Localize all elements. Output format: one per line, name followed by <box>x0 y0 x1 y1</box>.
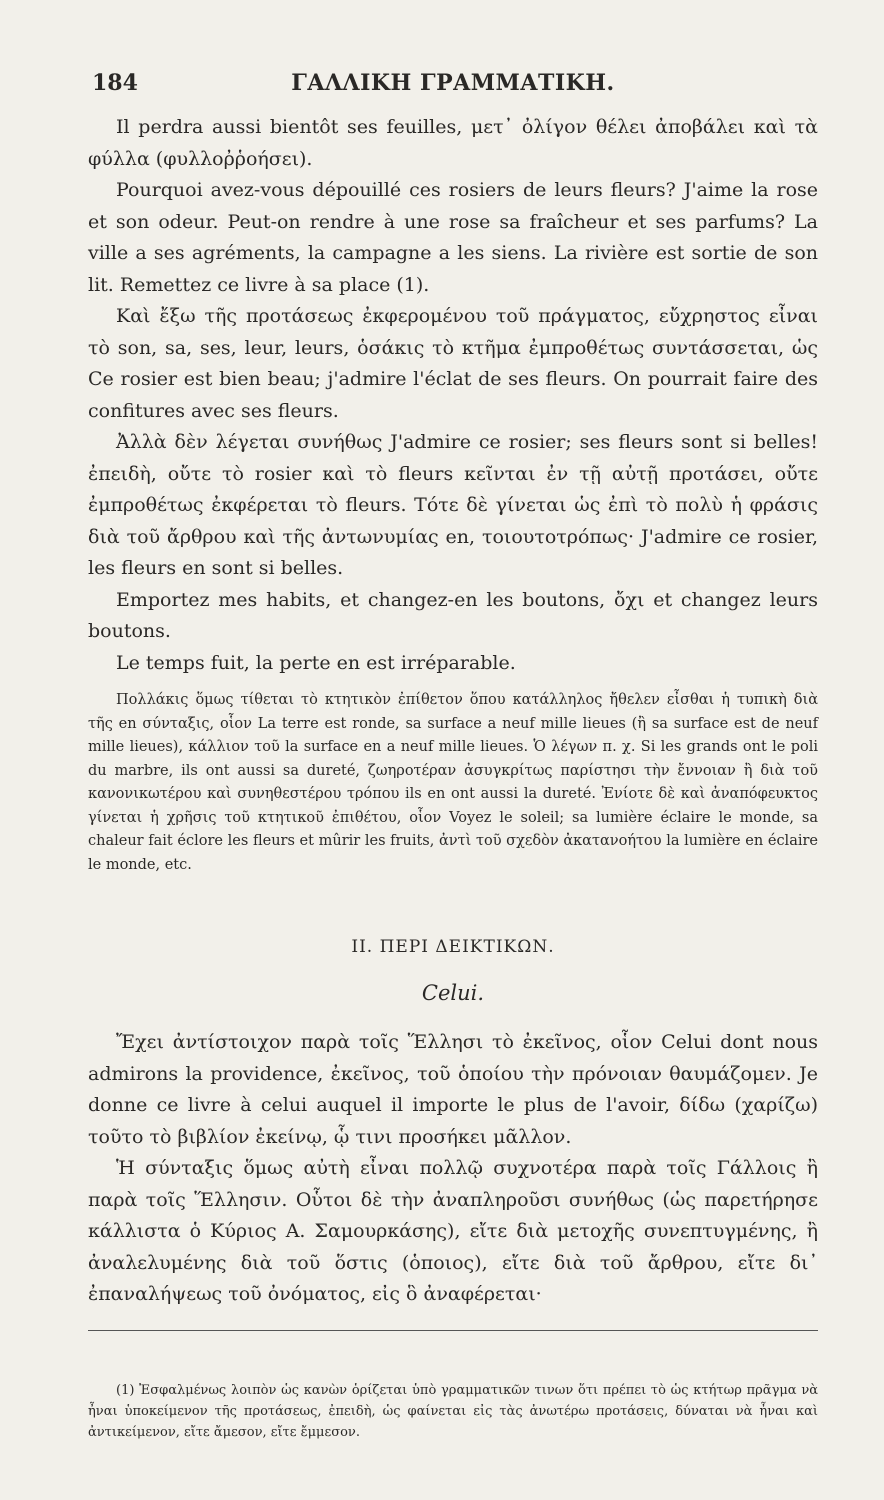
subheading: Celui. <box>421 981 485 1005</box>
footnote-divider <box>88 1330 818 1331</box>
page-header <box>90 70 816 104</box>
section-heading: II. ΠΕΡΙ ΔΕΙΚΤΙΚΩΝ. <box>351 937 555 957</box>
running-title: ΓΑΛΛΙΚΗ ΓΡΑΜΜΑΤΙΚΗ. <box>291 70 615 96</box>
paragraph: Καὶ ἔξω τῆς προτάσεως ἐκφερομένου τοῦ πράγματος, εὔχρηστος εἶναι τὸ son, sa, ses, leur, leurs, ὁσάκις τὸ κτῆμα ἐμπροθέτως συντάσσεται, ὡς Ce rosier est bien beau; j'admire l'éclat de ses fleurs. On pourrait faire des confitures avec ses fleurs. <box>88 305 818 422</box>
paragraph: Pourquoi avez-vous dépouillé ces rosiers de leurs fleurs? J'aime la rose et son odeur. Peut-on rendre à une rose sa fraîcheur et ses parfums? La ville a ses agréments, la campagne a les siens. La rivière est sortie de son lit. Remettez ce livre à sa place (1). <box>88 179 818 296</box>
section-paragraph: Ἡ σύνταξις ὅμως αὐτὴ εἶναι πολλῷ συχνοτέρα παρὰ τοῖς Γάλλοις ἢ παρὰ τοῖς Ἕλλησιν. Οὗτοι δὲ τὴν ἀναπληροῦσι συνήθως (ὡς παρετήρησε κάλλιστα ὁ Κύριος Α. Σαμουρκάσης), εἴτε διὰ μετοχῆς συνεπτυγμένης, ἢ ἀναλελυμένης διὰ τοῦ ὅστις (ὁποιος), εἴτε διὰ τοῦ ἄρθρου, εἴτε δι᾽ ἐπαναλήψεως τοῦ ὀνόματος, εἰς ὃ ἀναφέρεται· <box>88 1157 818 1305</box>
small-print-paragraph: Πολλάκις ὅμως τίθεται τὸ κτητικὸν ἐπίθετον ὅπου κατάλληλος ἤθελεν εἶσθαι ἡ τυπικὴ διὰ τῆς en σύνταξις, οἷον La terre est ronde, sa surface a neuf mille lieues (ἢ sa surface est de neuf mille lieues), κάλλιον τοῦ la surface en a neuf mille lieues. Ὁ λέγων π. χ. Si les grands ont le poli du marbre, ils ont aussi sa dureté, ζωηροτέραν ἀσυγκρίτως παρίστησι τὴν ἔννοιαν ἢ διὰ τοῦ κανονικωτέρου καὶ συνηθεστέρου τρόπου ils en ont aussi la dureté. Ἐνίοτε δὲ καὶ ἀναπόφευκτος γίνεται ἡ χρῆσις τοῦ κτητικοῦ ἐπιθέτου, οἷον Voyez le soleil; sa lumière éclaire le monde, sa chaleur fait éclore les fleurs et mûrir les fruits, ἀντὶ τοῦ σχεδὸν ἀκατανοήτου la lumière en éclaire le monde, etc. <box>88 692 818 873</box>
main-text <box>88 112 818 1311</box>
paragraph: Le temps fuit, la perte en est irréparable. <box>116 651 516 674</box>
page-number: 184 <box>92 70 138 96</box>
paragraph: Ἀλλὰ δὲν λέγεται συνήθως J'admire ce rosier; ses fleurs sont si belles! ἐπειδὴ, οὔτε τὸ rosier καὶ τὸ fleurs κεῖνται ἐν τῇ αὐτῇ προτάσει, οὔτε ἐμπροθέτως ἐκφέρεται τὸ fleurs. Τότε δὲ γίνεται ὡς ἐπὶ τὸ πολὺ ἡ φράσις διὰ τοῦ ἄρθρου καὶ τῆς ἀντωνυμίας en, τοιουτοτρόπως· J'admire ce rosier, les fleurs en sont si belles. <box>88 431 818 579</box>
section-paragraph: Ἔχει ἀντίστοιχον παρὰ τοῖς Ἕλλησι τὸ ἐκεῖνος, οἷον Celui dont nous admirons la providence, ἐκεῖνος, τοῦ ὁποίου τὴν πρόνοιαν θαυμάζομεν. Je donne ce livre à celui auquel il importe le plus de l'avoir, δίδω (χαρίζω) τοῦτο τὸ βιβλίον ἐκείνῳ, ᾧ τινι προσήκει μᾶλλον. <box>88 1031 818 1148</box>
footnote: (1) Ἐσφαλμένως λοιπὸν ὡς κανὼν ὁρίζεται ὑπὸ γραμματικῶν τινων ὅτι πρέπει τὸ ὡς κτήτωρ πρᾶγμα νὰ ἦναι ὑποκείμενον τῆς προτάσεως, ἐπειδὴ, ὡς φαίνεται εἰς τὰς ἀνωτέρω προτάσεις, δύναται νὰ ἦναι καὶ ἀντικείμενον, εἴτε ἄμεσον, εἴτε ἔμμεσον. <box>88 1383 818 1440</box>
paragraph: Emportez mes habits, et changez-en les boutons, ὄχι et changez leurs boutons. <box>88 588 818 642</box>
paragraph: Il perdra aussi bientôt ses feuilles, μετ᾽ ὀλίγον θέλει ἀποβάλει καὶ τὰ φύλλα (φυλλοῤῥοήσει). <box>88 116 818 170</box>
